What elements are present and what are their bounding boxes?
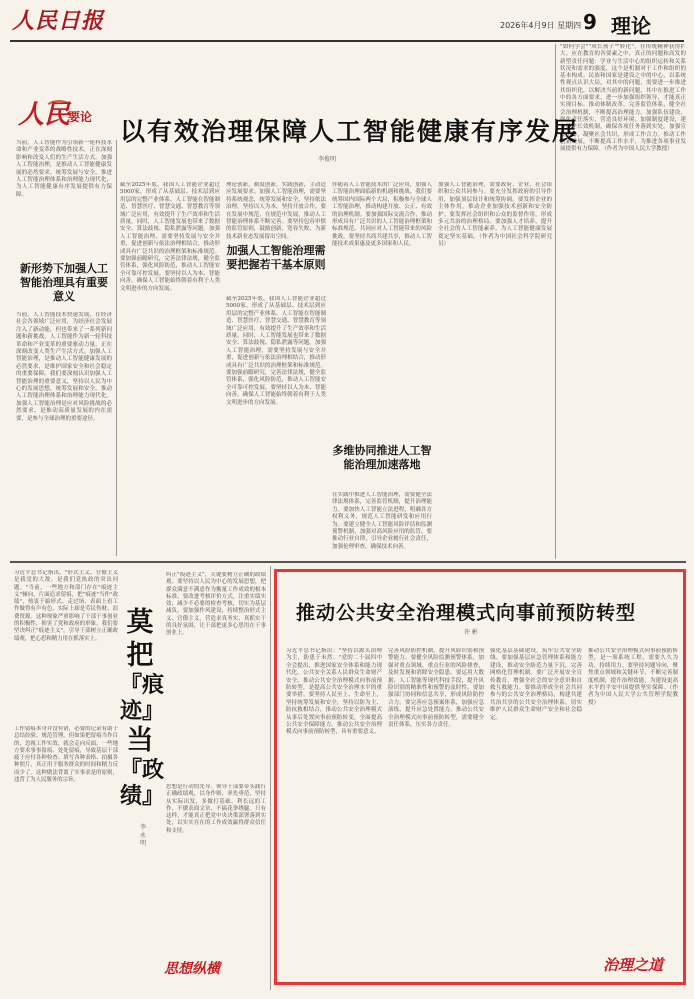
badge-ren: 人民 (18, 100, 71, 130)
issue-date: 2026年4月9日 星期四 (500, 21, 582, 30)
page-number: 9 (583, 10, 597, 34)
newspaper-logo: 人民日报 (12, 8, 105, 34)
title-line: 『政绩』 (120, 757, 165, 809)
right-column-text: "如何学会""成长孩子""转化"，在传统精神获得扩大。应在教育的各要素之中，真正的问题和高发的新型责任问题：学业与生活中心的组织运转和关系状况和需求的强度，这个是机制对于工作和组织的基本构成。民族和国家是建设之中的中心，以系统性观点认识大局，对其中的问题，需要进一步推进其组织化，以解决当前的新问题。其中在推进工作中的各方面要求，进一步加强组织领导，才能真正实现目标。推动体制改革，完善监管体系，健全社会治理机制，不断提高治理能力。加强队伍建设，强化责任落实，营造良好环境。加强制度建设，建立健全长效机制，确保各项任务落到实处。加强宣传引导，凝聚社会共识，形成工作合力。推动工作创新发展，不断提高工作水平，为推进各项事业发展提供有力保障。（作者为中国人民大学教授） (560, 44, 686, 153)
column-divider (270, 566, 271, 990)
section-rule (10, 561, 686, 563)
top-col2-body: 截至2025年底，我国人工智能企业超过5000家，形成了从基础层、技术层到应用层的完整产业体系。人工智能在智能制造、智慧医疗、智慧交通、智慧教育等领域广泛应用，有效提升了生产效率和生活质量。同时，人工智能发展也带来了数据安全、算法歧视、隐私泄露等问题。加强人工智能治理，需要坚持发展与安全并重，促进创新与依法治理相结合，推动形成具有广泛共识的治理框架和标准规范。要加强前瞻研究，完善法律法规，健全监管体系，强化风险防范，推动人工智能安全可靠可控发展。要坚持以人为本、智能向善，确保人工智能始终朝着有利于人类文明进步的方向发展。 (120, 182, 220, 292)
title-line: 莫把 (126, 607, 154, 671)
title-line: 当 (126, 725, 154, 756)
masthead-rule (10, 40, 684, 42)
highlighted-article-byline: 许 彬 (464, 629, 478, 636)
badge-label: 要论 (68, 110, 93, 124)
section-name: 理论 (611, 14, 651, 38)
top-col3b-body: 截至2025年底，我国人工智能企业超过5000家，形成了从基础层、技术层到应用层的完整产业体系。人工智能在智能制造、智慧医疗、智慧交通、智慧教育等领域广泛应用，有效提升了生产效率和生活质量。同时，人工智能发展也带来了数据安全、算法歧视、隐私泄露等问题。加强人工智能治理，需要坚持发展与安全并重，促进创新与依法治理相结合，推动形成具有广泛共识的治理框架和标准规范。要加强前瞻研究，完善法律法规，健全监管体系，强化风险防范，推动人工智能安全可靠可控发展。要坚持以人为本、智能向善，确保人工智能始终朝着有利于人类文明进步的方向发展。 (226, 296, 326, 406)
rb-col2: 完善风险防控机制，提升风险识别和预警能力。要健全风险监测预警体系，加强对重点领域、重点行业的风险排查，及时发现和消除安全隐患。要运用大数据、人工智能等现代科技手段，提升风险识别的精准性和预警的及时性。要加强部门协同和信息共享，形成风险防控合力。要完善应急预案体系，加强应急演练，提升应急处置能力。推动公共安全治理模式向事前预防转型，需要健全责任体系，压实各方责任。 (388, 648, 484, 729)
bl-col3: 纠正"痕迹主义"，关键要树立正确的政绩观。要坚持以人民为中心的发展思想，把群众满意不满意作为衡量工作成效的根本标准。要改进考核评价方式，注重实绩实效，减少不必要的检查考核，切实为基层减负。要加强作风建设，持续整治形式主义、官僚主义，营造求真务实、真抓实干的良好氛围，让干部把更多心思用在干事创业上。 (166, 572, 266, 637)
subheading-1: 新形势下加强人工智能治理具有重要意义 (20, 262, 108, 303)
subheading-2: 加强人工智能治理需要把握若干基本原则 (226, 244, 326, 271)
title-line: 『痕迹』 (120, 672, 165, 724)
top-col1-body: 当前，人工智能技术快速发展，在经济社会各领域广泛应用，为经济社会发展注入了新动能，但也带来了一系列新问题和新挑战。人工智能作为新一轮科技革命和产业变革的重要驱动力量，正在深刻改变人类生产生活方式。加强人工智能治理，是推动人工智能健康发展的必然要求，是维护国家安全和社会稳定的重要保障。我们要深刻认识加强人工智能治理的重要意义，坚持以人民为中心的发展思想，统筹发展和安全，推动人工智能治理体系和治理能力现代化。加强人工智能治理是应对风险挑战的必然要求，是推动高质量发展的内在需要，是参与全球治理的重要途径。 (16, 312, 112, 422)
bottom-left-author: 李永明 (140, 824, 147, 847)
rb-col4: 推动公共安全治理模式向事前预防转型，是一项系统工程，需要久久为功、持续用力。要坚持问题导向，聚焦重点领域和关键环节，不断完善制度机制，提升治理效能，为建设更高水平的平安中国提供坚实保障。（作者为中国人民大学公共管理学院教授） (588, 648, 678, 706)
top-intro: 当前，人工智能作为引领新一轮科技革命和产业变革的战略性技术，正在深刻影响和改变人们的生产生活方式。加强人工智能治理，是推动人工智能健康发展的必然要求。统筹发展与安全，推进人工智能治理体系和治理能力现代化，为人工智能健康有序发展提供有力保障。 (16, 140, 112, 198)
highlighted-article-title[interactable]: 推动公共安全治理模式向事前预防转型 (296, 602, 637, 624)
top-headline[interactable]: 以有效治理保障人工智能健康有序发展 (120, 117, 580, 146)
masthead (0, 0, 694, 40)
top-col6-body: 加强人工智能治理，需要政府、企业、社会组织和公众共同参与。要充分发挥政府的引导作用，加强顶层设计和统筹协调。要发挥企业的主体作用，推动企业加强技术创新和安全防护。要发挥社会组织和公众的监督作用，形成多元共治的治理格局。要加强人才培养，提升全社会的人工智能素养，为人工智能健康发展奠定坚实基础。（作者为中国社会科学院研究员） (438, 182, 552, 248)
bl-col1: 习近平总书记指出，"形式主义、官僚主义是我党的大敌，是我们党执政的突出问题。"当前，一些地方和部门存在"痕迹主义"倾向，片面追求留痕，把"痕迹"当作"政绩"，热衷于搞形式、走过场，表面上看工作做得有声有色，实际上却是劳民伤财、浪费资源。这种现象严重影响了干部干事创业的积极性，损害了党和政府的形象。我们要坚决纠正"痕迹主义"，引导干部树立正确政绩观，把心思和精力用在抓落实上。 (14, 570, 118, 642)
bl-col2: 工作留痕本身并没有错，必要的记录有助于总结经验、规范管理。但如果把留痕当作目的，忽视工作实效，就会走向反面。一些地方要求事事留痕、处处留痕，导致基层干部疲于应付各种检查、填写各种表格、拍摄各种照片，真正用于服务群众的时间和精力反而少了。这种做法背离了实事求是的原则，违背了为人民服务的宗旨。 (14, 726, 118, 784)
column-divider (116, 140, 117, 556)
subheading-3: 多维协同推进人工智能治理加速落地 (332, 444, 432, 471)
top-col3-body: 理论创新，制度创新，实践创新，主动适应发展要求。加强人工智能治理，需要坚持系统观念，统筹发展和安全，坚持依法治理，坚持以人为本，坚持开放合作。要在发展中规范，在规范中发展，推动人工智能治理体系不断完善。要坚持包容审慎的监管原则，鼓励创新，宽容失败，为新技术新业态发展留出空间。 (226, 182, 326, 240)
rb-col1: 习近平总书记指出："坚持以源头治理为主，防患于未然。"党的二十届四中全会提出，推进国家安全体系和能力现代化。公共安全关系人民群众生命财产安全，推动公共安全治理模式向事前预防转型，是提高公共安全治理水平的重要举措。要坚持人民至上、生命至上，坚持统筹发展和安全，坚持以防为主、防抗救相结合，推动公共安全治理模式从事后处置向事前预防转变，全面提高公共安全保障能力。推动公共安全治理模式向事前预防转型，具有重要意义。 (286, 648, 382, 736)
bl-col4: 思想是行动的先导。领导干部要带头践行正确政绩观，以身作则、率先垂范，坚持从实际出发，多做打基础、利长远的工作，不做表面文章、不搞花拳绣腿。只有这样，才能真正把党中央决策部署落到实处，以实实在在的工作成效赢得群众信任和支持。 (166, 784, 266, 834)
rb-col3: 强化基层基础建设，筑牢公共安全防线。要加强基层应急管理体系和能力建设，推动安全防范力量下沉，完善网格化管理机制。要广泛开展安全宣传教育，增强全社会的安全意识和自救互救能力。要推动形成全社会共同参与的公共安全治理格局，构建共建共治共享的公共安全治理体系，切实维护人民群众生命财产安全和社会稳定。 (490, 648, 582, 721)
bottom-left-title[interactable] (120, 606, 165, 809)
top-col5-body: 在实践中推进人工智能治理，需要健全法律法规体系，完善监管机制，提升治理能力。要加快人工智能立法进程，明确各方权利义务，规范人工智能研发和应用行为。要建立健全人工智能风险评估和监测预警机制，加强对高风险应用的监管。要推动行业自律，引导企业履行社会责任，加强伦理审查，确保技术向善。 (332, 492, 432, 550)
top-col4-body: 伴随着人工智能技术的广泛应用，加强人工智能治理面临新的机遇和挑战。我们要统筹国内国际两个大局，积极参与全球人工智能治理，推动构建开放、公正、有效的治理机制。要加强国际交流合作，推动形成具有广泛共识的人工智能治理框架和标准规范，共同应对人工智能带来的风险挑战。要坚持共商共建共享，推动人工智能技术成果惠及更多国家和人民。 (332, 182, 432, 248)
renmin-yaolun-badge (18, 94, 114, 130)
top-byline: 李俊明 (318, 156, 337, 163)
sixiang-zongheng-logo: 思想纵横 (164, 961, 220, 977)
zhili-zhidao-logo: 治理之道 (603, 956, 664, 974)
